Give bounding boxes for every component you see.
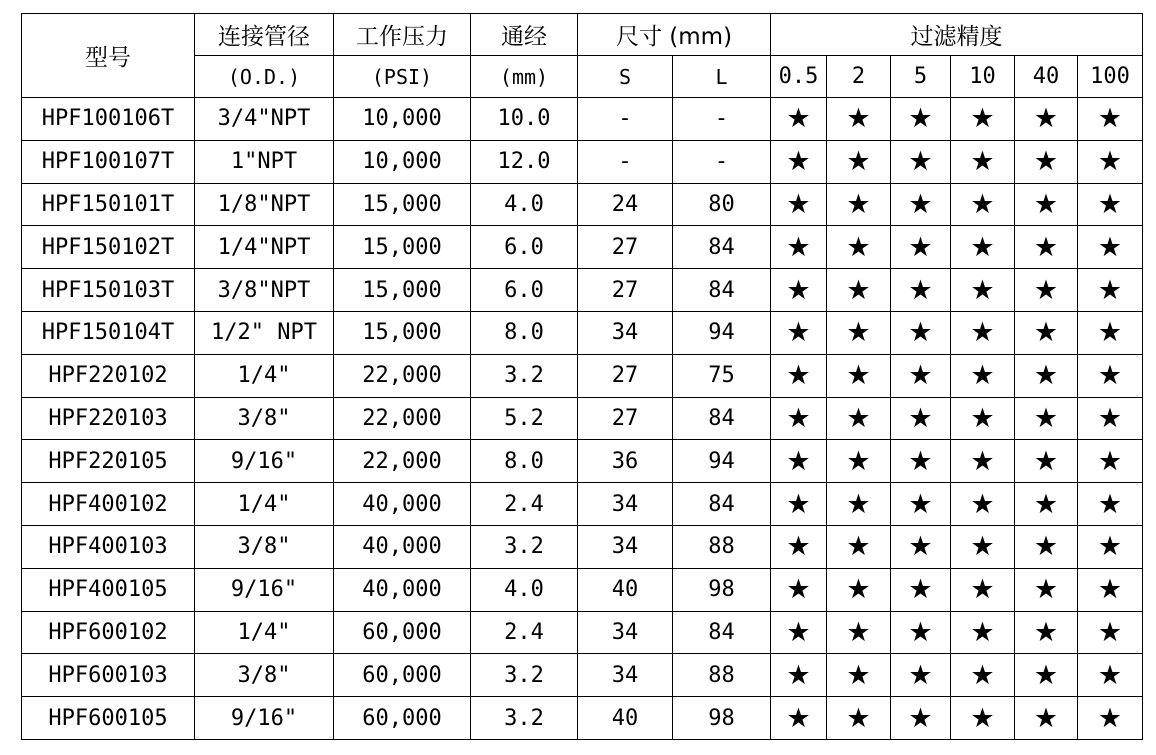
bore-cell: 3.2 — [471, 525, 578, 568]
model-cell: HPF100106T — [22, 98, 195, 141]
star-icon: ★ — [771, 226, 827, 269]
star-icon: ★ — [771, 140, 827, 183]
header-grade: 0.5 — [771, 56, 827, 98]
model-cell: HPF600103 — [22, 654, 195, 697]
star-icon: ★ — [827, 140, 891, 183]
star-icon: ★ — [891, 311, 951, 354]
filter-spec-table — [21, 13, 1143, 740]
size-l-cell: - — [673, 140, 771, 183]
star-icon: ★ — [827, 269, 891, 312]
bore-cell: 4.0 — [471, 183, 578, 226]
star-icon: ★ — [1015, 183, 1078, 226]
star-icon: ★ — [891, 525, 951, 568]
star-icon: ★ — [1015, 611, 1078, 654]
star-icon: ★ — [827, 397, 891, 440]
pressure-cell: 22,000 — [334, 397, 471, 440]
star-icon: ★ — [827, 183, 891, 226]
table-body — [22, 98, 1143, 740]
star-icon: ★ — [1078, 226, 1143, 269]
size-s-cell: - — [578, 98, 673, 141]
star-icon: ★ — [951, 98, 1015, 141]
header-grade: 100 — [1078, 56, 1143, 98]
model-cell: HPF600105 — [22, 697, 195, 740]
bore-cell: 10.0 — [471, 98, 578, 141]
model-cell: HPF150103T — [22, 269, 195, 312]
size-s-cell: 34 — [578, 654, 673, 697]
pressure-cell: 15,000 — [334, 226, 471, 269]
size-l-cell: 98 — [673, 568, 771, 611]
model-cell: HPF400102 — [22, 483, 195, 526]
star-icon: ★ — [771, 568, 827, 611]
star-icon: ★ — [951, 226, 1015, 269]
star-icon: ★ — [891, 183, 951, 226]
model-cell: HPF220103 — [22, 397, 195, 440]
table-row — [22, 269, 1143, 312]
star-icon: ★ — [827, 525, 891, 568]
connection-cell: 3/8" — [195, 525, 334, 568]
star-icon: ★ — [951, 654, 1015, 697]
size-l-cell: 84 — [673, 226, 771, 269]
star-icon: ★ — [771, 525, 827, 568]
star-icon: ★ — [1078, 697, 1143, 740]
table-row — [22, 568, 1143, 611]
size-l-cell: 84 — [673, 397, 771, 440]
header-grade: 2 — [827, 56, 891, 98]
pressure-cell: 22,000 — [334, 354, 471, 397]
pressure-cell: 40,000 — [334, 483, 471, 526]
star-icon: ★ — [771, 483, 827, 526]
star-icon: ★ — [1015, 226, 1078, 269]
header-model: 型号 — [22, 14, 195, 98]
table-row — [22, 140, 1143, 183]
table-row — [22, 397, 1143, 440]
bore-cell: 2.4 — [471, 611, 578, 654]
star-icon: ★ — [827, 98, 891, 141]
star-icon: ★ — [1015, 525, 1078, 568]
star-icon: ★ — [827, 611, 891, 654]
header-bore: 通经 — [471, 14, 578, 56]
header-size: 尺寸 (mm) — [578, 14, 771, 56]
size-s-cell: 24 — [578, 183, 673, 226]
pressure-cell: 15,000 — [334, 311, 471, 354]
size-s-cell: 27 — [578, 269, 673, 312]
connection-cell: 1/4" — [195, 483, 334, 526]
star-icon: ★ — [1078, 483, 1143, 526]
table-row — [22, 354, 1143, 397]
model-cell: HPF100107T — [22, 140, 195, 183]
star-icon: ★ — [1078, 525, 1143, 568]
size-l-cell: 88 — [673, 654, 771, 697]
header-grade: 40 — [1015, 56, 1078, 98]
size-s-cell: - — [578, 140, 673, 183]
star-icon: ★ — [1015, 140, 1078, 183]
star-icon: ★ — [1015, 440, 1078, 483]
star-icon: ★ — [1078, 354, 1143, 397]
star-icon: ★ — [951, 397, 1015, 440]
size-l-cell: 98 — [673, 697, 771, 740]
size-s-cell: 27 — [578, 354, 673, 397]
star-icon: ★ — [891, 269, 951, 312]
connection-cell: 9/16" — [195, 697, 334, 740]
star-icon: ★ — [1015, 311, 1078, 354]
star-icon: ★ — [771, 269, 827, 312]
table-row — [22, 311, 1143, 354]
model-cell: HPF220102 — [22, 354, 195, 397]
bore-cell: 8.0 — [471, 440, 578, 483]
star-icon: ★ — [891, 354, 951, 397]
size-l-cell: 88 — [673, 525, 771, 568]
star-icon: ★ — [951, 354, 1015, 397]
header-pressure: 工作压力 — [334, 14, 471, 56]
star-icon: ★ — [951, 183, 1015, 226]
size-l-cell: 84 — [673, 269, 771, 312]
connection-cell: 9/16" — [195, 568, 334, 611]
star-icon: ★ — [827, 226, 891, 269]
size-s-cell: 34 — [578, 483, 673, 526]
connection-cell: 9/16" — [195, 440, 334, 483]
star-icon: ★ — [771, 98, 827, 141]
bore-cell: 3.2 — [471, 354, 578, 397]
star-icon: ★ — [951, 568, 1015, 611]
size-l-cell: - — [673, 98, 771, 141]
header-connection-unit: (O.D.) — [195, 56, 334, 98]
star-icon: ★ — [1078, 654, 1143, 697]
connection-cell: 3/8" — [195, 397, 334, 440]
star-icon: ★ — [771, 354, 827, 397]
table-row — [22, 183, 1143, 226]
star-icon: ★ — [951, 440, 1015, 483]
star-icon: ★ — [1015, 269, 1078, 312]
size-l-cell: 84 — [673, 611, 771, 654]
bore-cell: 6.0 — [471, 226, 578, 269]
model-cell: HPF400103 — [22, 525, 195, 568]
table-row — [22, 440, 1143, 483]
star-icon: ★ — [1015, 483, 1078, 526]
star-icon: ★ — [1015, 354, 1078, 397]
size-s-cell: 40 — [578, 568, 673, 611]
size-s-cell: 27 — [578, 226, 673, 269]
star-icon: ★ — [1078, 397, 1143, 440]
star-icon: ★ — [891, 226, 951, 269]
connection-cell: 1/8"NPT — [195, 183, 334, 226]
pressure-cell: 60,000 — [334, 697, 471, 740]
star-icon: ★ — [1078, 611, 1143, 654]
pressure-cell: 15,000 — [334, 183, 471, 226]
pressure-cell: 60,000 — [334, 654, 471, 697]
size-s-cell: 34 — [578, 311, 673, 354]
star-icon: ★ — [1078, 311, 1143, 354]
pressure-cell: 22,000 — [334, 440, 471, 483]
star-icon: ★ — [771, 311, 827, 354]
bore-cell: 3.2 — [471, 697, 578, 740]
size-s-cell: 34 — [578, 611, 673, 654]
star-icon: ★ — [951, 697, 1015, 740]
bore-cell: 12.0 — [471, 140, 578, 183]
star-icon: ★ — [891, 568, 951, 611]
header-bore-unit: (mm) — [471, 56, 578, 98]
star-icon: ★ — [827, 568, 891, 611]
size-s-cell: 34 — [578, 525, 673, 568]
pressure-cell: 40,000 — [334, 525, 471, 568]
table-row — [22, 483, 1143, 526]
header-grade: 5 — [891, 56, 951, 98]
bore-cell: 5.2 — [471, 397, 578, 440]
star-icon: ★ — [1015, 697, 1078, 740]
star-icon: ★ — [1078, 440, 1143, 483]
star-icon: ★ — [891, 483, 951, 526]
star-icon: ★ — [951, 525, 1015, 568]
star-icon: ★ — [891, 697, 951, 740]
star-icon: ★ — [771, 397, 827, 440]
star-icon: ★ — [827, 354, 891, 397]
connection-cell: 1"NPT — [195, 140, 334, 183]
header-row-1 — [22, 14, 1143, 56]
star-icon: ★ — [951, 611, 1015, 654]
star-icon: ★ — [771, 697, 827, 740]
star-icon: ★ — [827, 697, 891, 740]
table-row — [22, 697, 1143, 740]
header-grade: 10 — [951, 56, 1015, 98]
star-icon: ★ — [1015, 397, 1078, 440]
star-icon: ★ — [951, 311, 1015, 354]
star-icon: ★ — [891, 98, 951, 141]
model-cell: HPF150101T — [22, 183, 195, 226]
model-cell: HPF150102T — [22, 226, 195, 269]
pressure-cell: 10,000 — [334, 140, 471, 183]
star-icon: ★ — [771, 654, 827, 697]
star-icon: ★ — [891, 397, 951, 440]
size-s-cell: 40 — [578, 697, 673, 740]
bore-cell: 8.0 — [471, 311, 578, 354]
star-icon: ★ — [1015, 654, 1078, 697]
star-icon: ★ — [1078, 269, 1143, 312]
star-icon: ★ — [951, 483, 1015, 526]
header-connection: 连接管径 — [195, 14, 334, 56]
size-l-cell: 94 — [673, 440, 771, 483]
table-row — [22, 98, 1143, 141]
pressure-cell: 40,000 — [334, 568, 471, 611]
header-size-l: L — [673, 56, 771, 98]
star-icon: ★ — [891, 654, 951, 697]
table-row — [22, 525, 1143, 568]
model-cell: HPF150104T — [22, 311, 195, 354]
star-icon: ★ — [771, 183, 827, 226]
star-icon: ★ — [827, 483, 891, 526]
size-l-cell: 94 — [673, 311, 771, 354]
bore-cell: 4.0 — [471, 568, 578, 611]
star-icon: ★ — [1078, 568, 1143, 611]
model-cell: HPF400105 — [22, 568, 195, 611]
bore-cell: 6.0 — [471, 269, 578, 312]
size-s-cell: 36 — [578, 440, 673, 483]
star-icon: ★ — [1078, 183, 1143, 226]
pressure-cell: 10,000 — [334, 98, 471, 141]
connection-cell: 3/4"NPT — [195, 98, 334, 141]
pressure-cell: 15,000 — [334, 269, 471, 312]
star-icon: ★ — [1015, 98, 1078, 141]
connection-cell: 1/4" — [195, 611, 334, 654]
header-pressure-unit: (PSI) — [334, 56, 471, 98]
connection-cell: 1/4" — [195, 354, 334, 397]
size-s-cell: 27 — [578, 397, 673, 440]
star-icon: ★ — [891, 440, 951, 483]
star-icon: ★ — [891, 140, 951, 183]
star-icon: ★ — [827, 654, 891, 697]
connection-cell: 3/8"NPT — [195, 269, 334, 312]
connection-cell: 1/2" NPT — [195, 311, 334, 354]
size-l-cell: 84 — [673, 483, 771, 526]
table-row — [22, 226, 1143, 269]
header-size-s: S — [578, 56, 673, 98]
table-row — [22, 611, 1143, 654]
star-icon: ★ — [1078, 98, 1143, 141]
bore-cell: 3.2 — [471, 654, 578, 697]
star-icon: ★ — [1078, 140, 1143, 183]
connection-cell: 1/4"NPT — [195, 226, 334, 269]
size-l-cell: 75 — [673, 354, 771, 397]
model-cell: HPF600102 — [22, 611, 195, 654]
header-filtration: 过滤精度 — [771, 14, 1143, 56]
star-icon: ★ — [1015, 568, 1078, 611]
star-icon: ★ — [771, 440, 827, 483]
table-row — [22, 654, 1143, 697]
star-icon: ★ — [771, 611, 827, 654]
star-icon: ★ — [951, 269, 1015, 312]
model-cell: HPF220105 — [22, 440, 195, 483]
star-icon: ★ — [827, 440, 891, 483]
bore-cell: 2.4 — [471, 483, 578, 526]
star-icon: ★ — [951, 140, 1015, 183]
size-l-cell: 80 — [673, 183, 771, 226]
star-icon: ★ — [891, 611, 951, 654]
spec-table-container — [21, 13, 1143, 740]
star-icon: ★ — [827, 311, 891, 354]
connection-cell: 3/8" — [195, 654, 334, 697]
pressure-cell: 60,000 — [334, 611, 471, 654]
